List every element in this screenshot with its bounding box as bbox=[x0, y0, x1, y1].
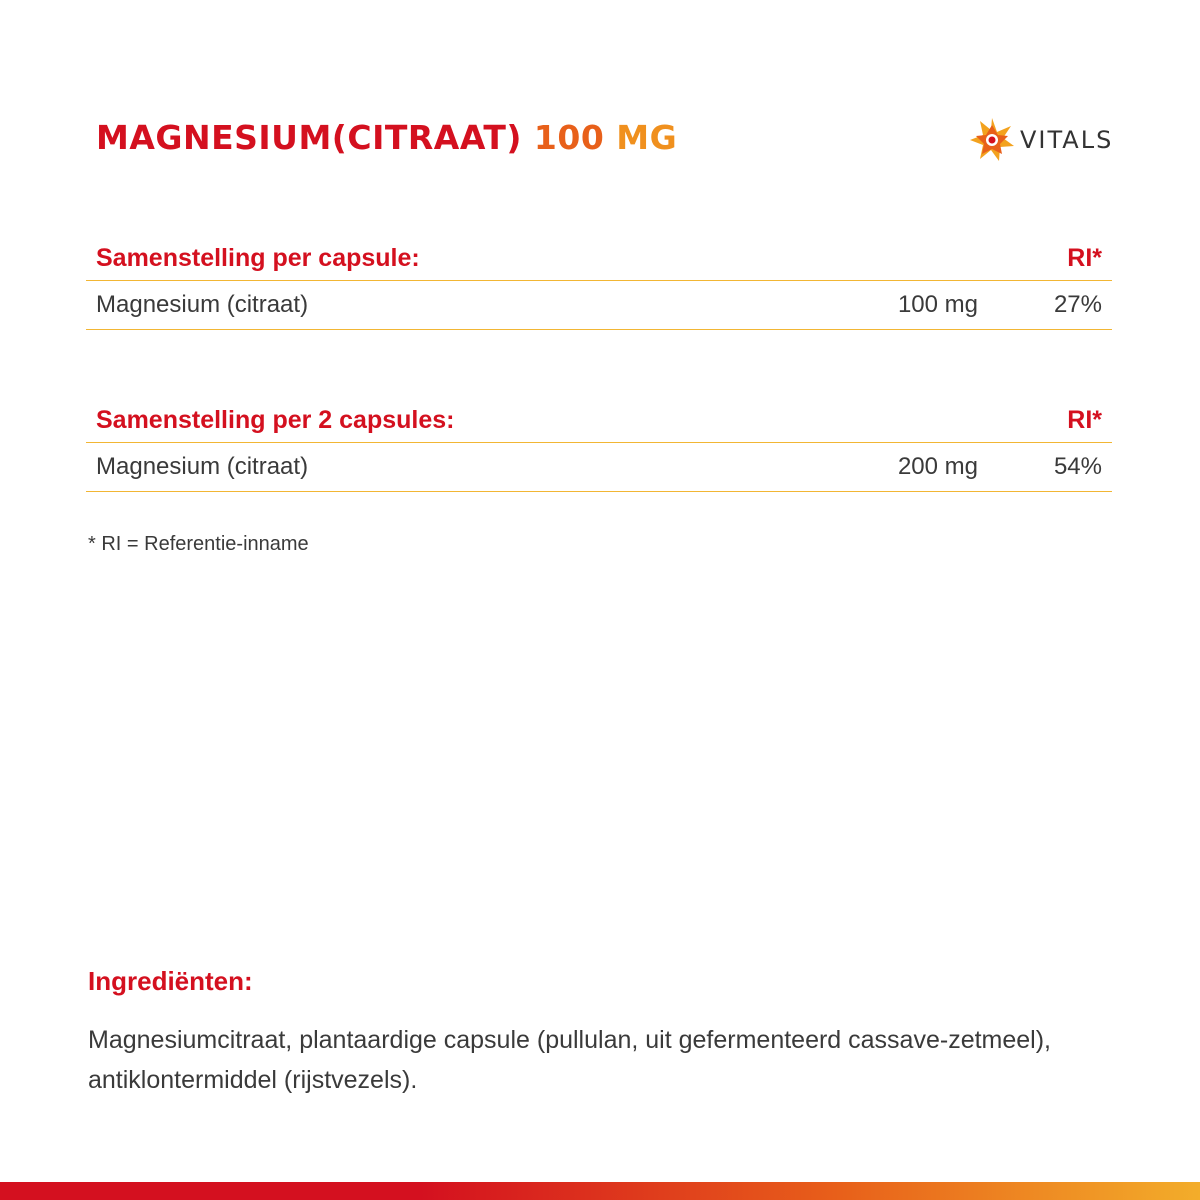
bottom-gradient-bar bbox=[0, 1182, 1200, 1200]
table-header bbox=[86, 398, 1112, 443]
table-row bbox=[86, 443, 1112, 492]
table-header bbox=[86, 236, 1112, 281]
nutrient-amount: 100 mg bbox=[897, 291, 978, 318]
sun-star-icon bbox=[968, 116, 1016, 164]
ingredients-text: Magnesiumcitraat, plantaardige capsule (pullulan, uit gefermenteerd cassave-zetmeel), antiklontermiddel (rijstvezels). bbox=[88, 1026, 1052, 1094]
brand-logo bbox=[968, 116, 1113, 164]
composition-table-per-2-capsules bbox=[86, 398, 1112, 492]
composition-table-per-capsule bbox=[86, 236, 1112, 330]
product-title-name: MAGNESIUM(CITRAAT) bbox=[96, 118, 534, 157]
ri-header: RI* bbox=[1067, 243, 1102, 272]
product-title bbox=[96, 118, 677, 157]
brand-name: VITALS bbox=[1020, 126, 1114, 154]
product-title-unit: MG bbox=[616, 118, 678, 157]
nutrient-ri: 54% bbox=[1053, 453, 1102, 480]
nutrient-name: Magnesium (citraat) bbox=[96, 291, 309, 318]
nutrient-ri: 27% bbox=[1053, 291, 1102, 318]
table-heading: Samenstelling per 2 capsules: bbox=[96, 405, 455, 434]
product-title-dose: 100 bbox=[533, 118, 617, 157]
table-heading: Samenstelling per capsule: bbox=[96, 243, 420, 272]
ri-footnote: * RI = Referentie-inname bbox=[88, 533, 309, 555]
nutrient-name: Magnesium (citraat) bbox=[96, 453, 309, 480]
table-row bbox=[86, 281, 1112, 330]
ingredients-heading: Ingrediënten: bbox=[88, 966, 253, 996]
ri-header: RI* bbox=[1067, 405, 1102, 434]
nutrient-amount: 200 mg bbox=[897, 453, 978, 480]
